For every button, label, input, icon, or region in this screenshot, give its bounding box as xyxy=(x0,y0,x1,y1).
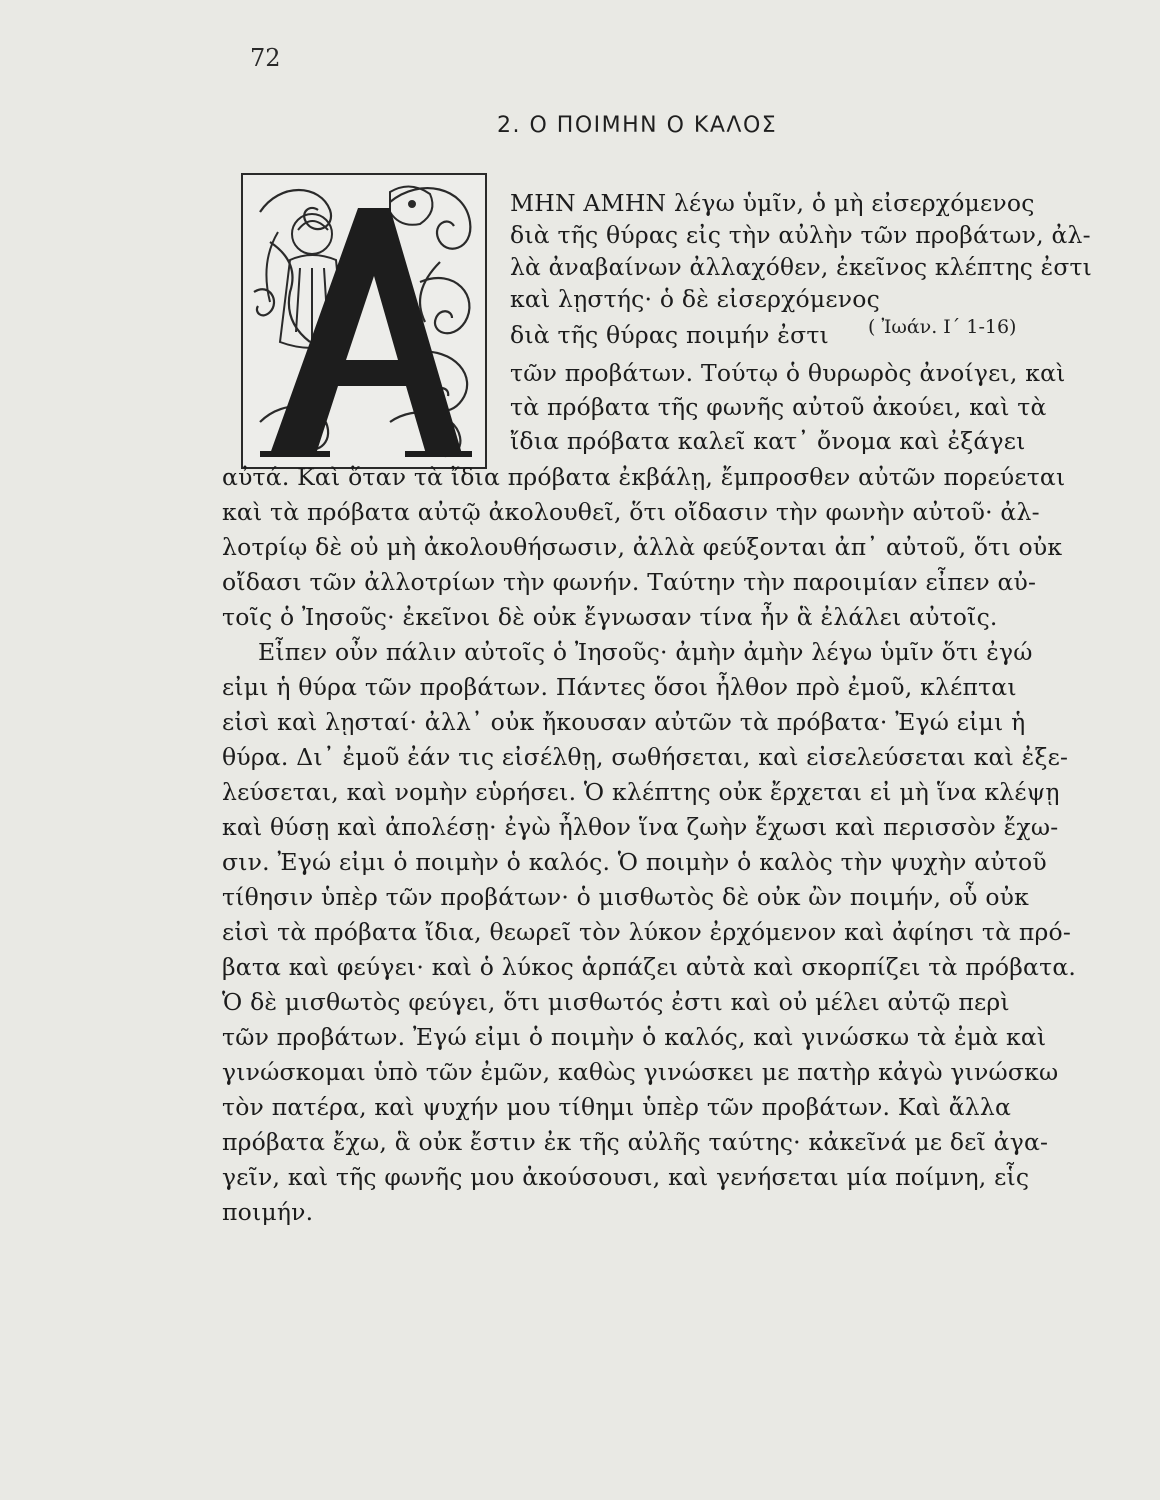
text-line: Εἶπεν οὖν πάλιν αὐτοῖς ὁ Ἰησοῦς· ἀμὴν ἀμὴν λέγω ὑμῖν ὅτι ἐγώ xyxy=(258,638,1033,666)
text-line: διὰ τῆς θύρας ποιμήν ἐστι xyxy=(510,321,829,349)
text-line: λοτρίῳ δὲ οὐ μὴ ἀκολουθήσωσιν, ἀλλὰ φεύξονται ἀπ᾿ αὐτοῦ, ὅτι οὐκ xyxy=(222,533,1063,561)
text-line: βατα καὶ φεύγει· καὶ ὁ λύκος ἁρπάζει αὐτὰ καὶ σκορπίζει τὰ πρόβατα. xyxy=(222,953,1077,981)
text-line: τοῖς ὁ Ἰησοῦς· ἐκεῖνοι δὲ οὐκ ἔγνωσαν τίνα ἦν ἃ ἐλάλει αὐτοῖς. xyxy=(222,603,998,631)
text-line: διὰ τῆς θύρας εἰς τὴν αὐλὴν τῶν προβάτων, ἀλ- xyxy=(510,221,1091,249)
text-line: γινώσκομαι ὑπὸ τῶν ἐμῶν, καθὼς γινώσκει με πατὴρ κἀγὼ γινώσκω xyxy=(222,1058,1059,1086)
text-line: θύρα. Δι᾿ ἐμοῦ ἐάν τις εἰσέλθῃ, σωθήσεται, καὶ εἰσελεύσεται καὶ ἐξε- xyxy=(222,743,1069,771)
chapter-title: 2. Ο ΠΟΙΜΗΝ Ο ΚΑΛΟΣ xyxy=(497,113,778,138)
text-line: καὶ θύσῃ καὶ ἀπολέσῃ· ἐγὼ ἦλθον ἵνα ζωὴν ἔχωσι καὶ περισσὸν ἔχω- xyxy=(222,813,1059,841)
text-line: εἰσὶ τὰ πρόβατα ἴδια, θεωρεῖ τὸν λύκον ἐρχόμενον καὶ ἀφίησι τὰ πρό- xyxy=(222,918,1072,946)
text-line: τῶν προβάτων. Τούτῳ ὁ θυρωρὸς ἀνοίγει, καὶ xyxy=(510,359,1066,387)
text-line: οἴδασι τῶν ἀλλοτρίων τὴν φωνήν. Ταύτην τὴν παροιμίαν εἶπεν αὐ- xyxy=(222,568,1037,596)
text-line: καὶ τὰ πρόβατα αὐτῷ ἀκολουθεῖ, ὅτι οἴδασιν τὴν φωνὴν αὐτοῦ· ἀλ- xyxy=(222,498,1040,526)
text-line: τῶν προβάτων. Ἐγώ εἰμι ὁ ποιμὴν ὁ καλός, καὶ γινώσκω τὰ ἐμὰ καὶ xyxy=(222,1023,1047,1051)
page-number: 72 xyxy=(250,44,281,72)
text-line: καὶ λῃστής· ὁ δὲ εἰσερχόμενος xyxy=(510,285,880,313)
scripture-reference: ( Ἰωάν. Ι΄ 1-16) xyxy=(868,316,1017,338)
text-line: λὰ ἀναβαίνων ἀλλαχόθεν, ἐκεῖνος κλέπτης ἐστι xyxy=(510,253,1092,281)
text-line: γεῖν, καὶ τῆς φωνῆς μου ἀκούσουσι, καὶ γενήσεται μία ποίμνη, εἷς xyxy=(222,1163,1030,1191)
text-line: λεύσεται, καὶ νομὴν εὑρήσει. Ὁ κλέπτης οὐκ ἔρχεται εἰ μὴ ἵνα κλέψῃ xyxy=(222,778,1060,806)
text-line: τίθησιν ὑπὲρ τῶν προβάτων· ὁ μισθωτὸς δὲ οὐκ ὢν ποιμήν, οὗ οὐκ xyxy=(222,883,1030,911)
text-line: εἰσὶ καὶ λῃσταί· ἀλλ᾿ οὐκ ἤκουσαν αὐτῶν τὰ πρόβατα· Ἐγώ εἰμι ἡ xyxy=(222,708,1026,736)
text-line: πρόβατα ἔχω, ἃ οὐκ ἔστιν ἐκ τῆς αὐλῆς ταύτης· κἀκεῖνά με δεῖ ἀγα- xyxy=(222,1128,1049,1156)
text-line: ΜΗΝ ΑΜΗΝ λέγω ὑμῖν, ὁ μὴ εἰσερχόμενος xyxy=(510,189,1035,217)
text-line: εἰμι ἡ θύρα τῶν προβάτων. Πάντες ὅσοι ἦλθον πρὸ ἐμοῦ, κλέπται xyxy=(222,673,1017,701)
text-line: σιν. Ἐγώ εἰμι ὁ ποιμὴν ὁ καλός. Ὁ ποιμὴν ὁ καλὸς τὴν ψυχὴν αὐτοῦ xyxy=(222,848,1047,876)
text-line: τὸν πατέρα, καὶ ψυχήν μου τίθημι ὑπὲρ τῶν προβάτων. Καὶ ἄλλα xyxy=(222,1093,1012,1121)
text-line: ἴδια πρόβατα καλεῖ κατ᾿ ὄνομα καὶ ἐξάγει xyxy=(510,427,1026,455)
ornamental-drop-cap-icon xyxy=(240,172,488,470)
text-line: αὐτά. Καὶ ὅταν τὰ ἴδια πρόβατα ἐκβάλῃ, ἔμπροσθεν αὐτῶν πορεύεται xyxy=(222,463,1066,491)
text-line: ποιμήν. xyxy=(222,1198,314,1226)
text-line: Ὁ δὲ μισθωτὸς φεύγει, ὅτι μισθωτός ἐστι καὶ οὐ μέλει αὐτῷ περὶ xyxy=(222,988,1010,1016)
text-line: τὰ πρόβατα τῆς φωνῆς αὐτοῦ ἀκούει, καὶ τὰ xyxy=(510,393,1047,421)
